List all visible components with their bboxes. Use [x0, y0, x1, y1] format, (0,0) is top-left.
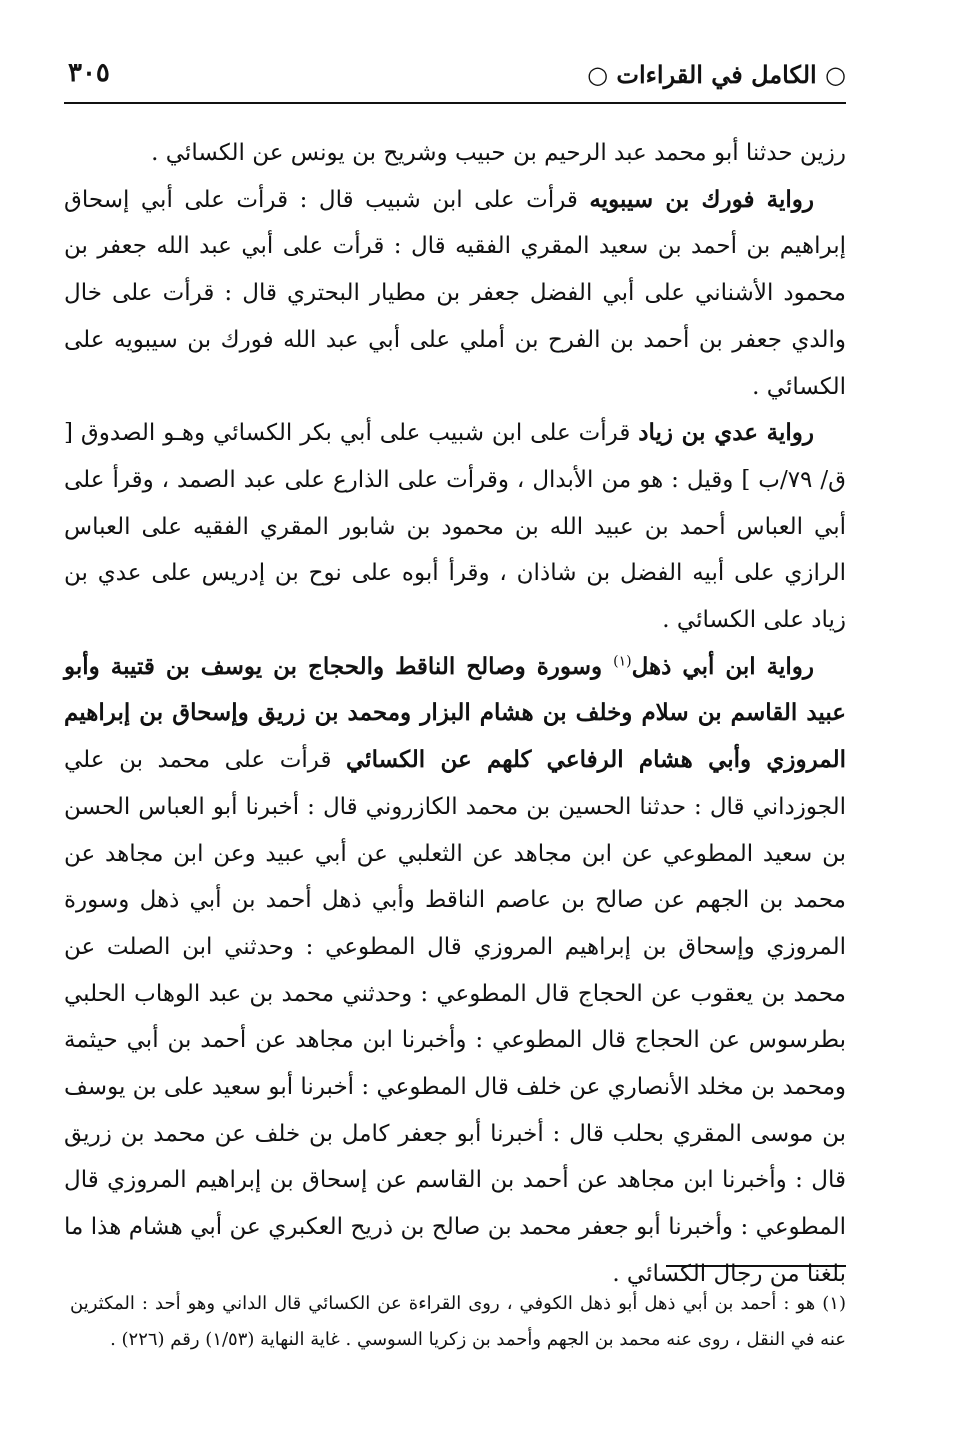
paragraph-lead: رواية ابن أبي ذهل — [631, 652, 814, 680]
footnotes — [70, 1286, 846, 1358]
paragraph-lead: رواية فورك بن سيبويه — [589, 185, 814, 213]
paragraph-adi — [64, 410, 846, 644]
paragraph-abi-dhahl — [64, 644, 846, 1298]
paragraph-text: رزين حدثنا أبو محمد عبد الرحيم بن حبيب وشريح بن يونس عن الكسائي . — [151, 140, 846, 166]
footnote-marker[interactable]: (١) — [613, 653, 632, 670]
main-text — [64, 130, 846, 1298]
paragraph-lead-continued: وسورة وصالح الناقط والحجاج بن يوسف بن قتيبة وأبو عبيد القاسم بن سلام وخلف بن هشام البزار ومحمد بن زريق وإسحاق بن إبراهيم المروزي وأبي هشام الرفاعي كلهم عن الكسائي — [64, 652, 846, 774]
book-title: ○ الكامل في القراءات ○ — [587, 60, 846, 89]
paragraph-continuation — [64, 130, 846, 177]
paragraph-text: قرأت على ابن شبيب على أبي بكر الكسائي وهـو الصدوق [ ق/ ٧٩/ب ] وقيل : هو من الأبدال ، وقرأت على الذارع على عبد الصمد ، وقرأ على أبي العباس أحمد بن عبيد الله بن محمود بن شابور المقري الفقيه على العباس الرازي على أبيه الفضل بن شاذان ، وقرأ أبوه على نوح بن إدريس على عدي بن زياد على الكسائي . — [64, 420, 846, 634]
paragraph-fourak — [64, 177, 846, 411]
page-number: ٣٠٥ — [68, 58, 110, 88]
page-header — [64, 52, 846, 104]
paragraph-text: قرأت على محمد بن علي الجوزداني قال : حدثنا الحسين بن محمد الكازروني قال : أخبرنا أبو العباس الحسن بن سعيد المطوعي عن ابن مجاهد عن الثعلبي عن أبي عبيد وعن ابن مجاهد عن محمد بن الجهم عن صالح بن عاصم الناقط وأبي ذهل أحمد بن أبي ذهل وسورة المروزي وإسحاق بن إبراهيم المروزي قال المطوعي : وحدثني ابن الصلت عن محمد بن يعقوب عن الحجاج قال المطوعي : وحدثني محمد بن عبد الوهاب الحلبي بطرسوس عن الحجاج قال المطوعي : وأخبرنا ابن مجاهد عن أحمد بن أبي حيثمة ومحمد بن مخلد الأنصاري عن خلف قال المطوعي : أخبرنا أبو سعيد على بن يوسف بن موسى المقري بحلب قال : أخبرنا أبو جعفر كامل بن خلف عن محمد بن زريق قال : وأخبرنا ابن مجاهد عن أحمد بن القاسم عن إسحاق بن إبراهيم المروزي قال المطوعي : وأخبرنا أبو جعفر محمد بن صالح بن ذريح العكبري عن أبي هشام هذا ما بلغنا من رجال الكسائي . — [64, 747, 846, 1287]
paragraph-lead: رواية عدي بن زياد — [638, 419, 814, 447]
footnote-divider — [666, 1265, 846, 1267]
paragraph-text: قرأت على ابن شبيب قال : قرأت على أبي إسحاق إبراهيم بن أحمد بن سعيد المقري الفقيه قال : قرأت على أبي عبد الله جعفر بن محمود الأشناني على أبي الفضل جعفر بن مطيار البحتري قال : قرأت على خال والدي جعفر بن أحمد بن الفرح بن أملي على أبي عبد الله فورك بن سيبويه على الكسائي . — [64, 186, 846, 400]
footnote-1: (١) هو : أحمد بن أبي ذهل أبو ذهل الكوفي ، روى القراءة عن الكسائي قال الداني وهو أحد : المكثرين عنه في النقل ، روى عنه محمد بن الجهم وأحمد بن زكريا السوسي . غاية النهاية (١/٥٣) رقم (٢٢٦) . — [70, 1293, 846, 1350]
